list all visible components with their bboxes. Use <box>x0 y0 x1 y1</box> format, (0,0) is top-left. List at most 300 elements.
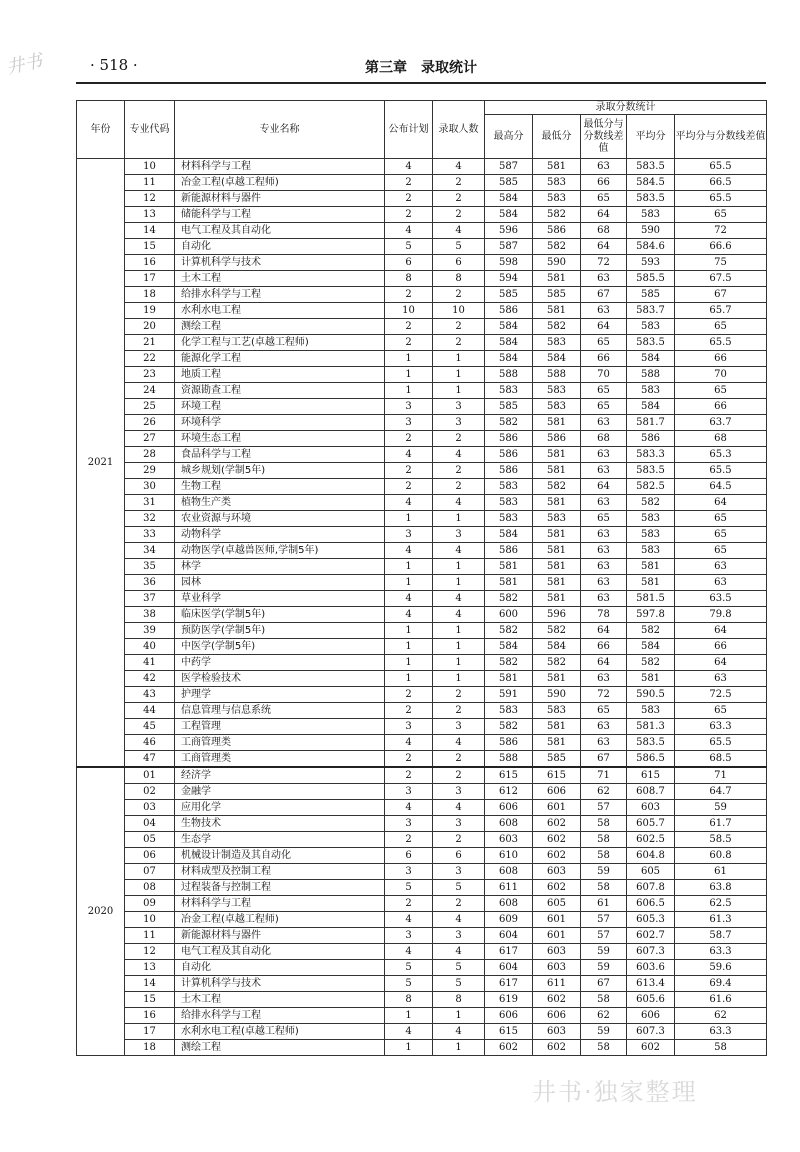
max-cell: 584 <box>485 639 533 655</box>
code-cell: 37 <box>125 591 175 607</box>
avg-cell: 584.5 <box>627 175 675 191</box>
name-cell: 测绘工程 <box>175 1040 385 1056</box>
min-diff-cell: 68 <box>581 223 627 239</box>
min-cell: 615 <box>533 767 581 784</box>
min-diff-cell: 65 <box>581 191 627 207</box>
admitted-cell: 2 <box>433 463 485 479</box>
avg-cell: 588 <box>627 367 675 383</box>
code-cell: 12 <box>125 191 175 207</box>
max-cell: 582 <box>485 719 533 735</box>
name-cell: 自动化 <box>175 239 385 255</box>
name-cell: 动物医学(卓越兽医师,学制5年) <box>175 543 385 559</box>
admitted-cell: 1 <box>433 559 485 575</box>
min-diff-cell: 63 <box>581 271 627 287</box>
admitted-cell: 4 <box>433 223 485 239</box>
admitted-cell: 5 <box>433 976 485 992</box>
min-cell: 605 <box>533 896 581 912</box>
code-cell: 40 <box>125 639 175 655</box>
max-cell: 583 <box>485 495 533 511</box>
min-diff-cell: 78 <box>581 607 627 623</box>
plan-cell: 1 <box>385 351 433 367</box>
plan-cell: 1 <box>385 511 433 527</box>
plan-cell: 1 <box>385 383 433 399</box>
min-cell: 581 <box>533 463 581 479</box>
avg-cell: 604.8 <box>627 848 675 864</box>
avg-diff-cell: 64 <box>675 623 767 639</box>
name-cell: 金融学 <box>175 784 385 800</box>
avg-cell: 583.5 <box>627 463 675 479</box>
avg-diff-cell: 65.5 <box>675 463 767 479</box>
name-cell: 信息管理与信息系统 <box>175 703 385 719</box>
table-row <box>77 415 767 431</box>
avg-diff-cell: 59 <box>675 800 767 816</box>
name-cell: 草业科学 <box>175 591 385 607</box>
avg-diff-cell: 64 <box>675 655 767 671</box>
table-row <box>77 527 767 543</box>
avg-cell: 583.5 <box>627 335 675 351</box>
code-cell: 14 <box>125 976 175 992</box>
admitted-cell: 3 <box>433 527 485 543</box>
avg-cell: 584.6 <box>627 239 675 255</box>
table-row <box>77 431 767 447</box>
avg-cell: 603.6 <box>627 960 675 976</box>
min-diff-cell: 72 <box>581 687 627 703</box>
plan-cell: 2 <box>385 287 433 303</box>
table-row <box>77 623 767 639</box>
table-row <box>77 335 767 351</box>
max-cell: 587 <box>485 159 533 175</box>
min-diff-cell: 64 <box>581 207 627 223</box>
admitted-cell: 5 <box>433 239 485 255</box>
admitted-cell: 2 <box>433 687 485 703</box>
avg-diff-cell: 65.7 <box>675 303 767 319</box>
table-row <box>77 511 767 527</box>
table-row <box>77 223 767 239</box>
admitted-cell: 2 <box>433 207 485 223</box>
year-cell: 2021 <box>77 159 125 768</box>
table-row <box>77 319 767 335</box>
admitted-cell: 8 <box>433 992 485 1008</box>
min-diff-cell: 72 <box>581 255 627 271</box>
max-cell: 586 <box>485 431 533 447</box>
avg-diff-cell: 65.5 <box>675 159 767 175</box>
admitted-cell: 5 <box>433 960 485 976</box>
avg-cell: 582 <box>627 655 675 671</box>
min-cell: 602 <box>533 1040 581 1056</box>
max-cell: 604 <box>485 960 533 976</box>
avg-diff-cell: 63.8 <box>675 880 767 896</box>
min-cell: 581 <box>533 495 581 511</box>
plan-cell: 5 <box>385 960 433 976</box>
table-row <box>77 784 767 800</box>
table-row <box>77 896 767 912</box>
header-year: 年份 <box>77 101 125 159</box>
min-diff-cell: 63 <box>581 527 627 543</box>
max-cell: 596 <box>485 223 533 239</box>
admitted-cell: 2 <box>433 479 485 495</box>
code-cell: 10 <box>125 159 175 175</box>
code-cell: 18 <box>125 1040 175 1056</box>
min-cell: 581 <box>533 575 581 591</box>
max-cell: 591 <box>485 687 533 703</box>
avg-diff-cell: 68.5 <box>675 751 767 768</box>
code-cell: 10 <box>125 912 175 928</box>
avg-diff-cell: 72.5 <box>675 687 767 703</box>
plan-cell: 4 <box>385 495 433 511</box>
min-cell: 581 <box>533 303 581 319</box>
name-cell: 新能源材料与器件 <box>175 191 385 207</box>
admitted-cell: 1 <box>433 367 485 383</box>
plan-cell: 3 <box>385 864 433 880</box>
admitted-cell: 1 <box>433 383 485 399</box>
min-diff-cell: 67 <box>581 976 627 992</box>
avg-diff-cell: 61.3 <box>675 912 767 928</box>
name-cell: 计算机科学与技术 <box>175 976 385 992</box>
plan-cell: 2 <box>385 319 433 335</box>
min-diff-cell: 59 <box>581 864 627 880</box>
plan-cell: 10 <box>385 303 433 319</box>
code-cell: 05 <box>125 832 175 848</box>
code-cell: 04 <box>125 816 175 832</box>
plan-cell: 2 <box>385 703 433 719</box>
name-cell: 工商管理类 <box>175 735 385 751</box>
min-diff-cell: 71 <box>581 767 627 784</box>
min-cell: 582 <box>533 239 581 255</box>
plan-cell: 5 <box>385 976 433 992</box>
name-cell: 城乡规划(学制5年) <box>175 463 385 479</box>
code-cell: 17 <box>125 1024 175 1040</box>
avg-cell: 583 <box>627 703 675 719</box>
max-cell: 585 <box>485 287 533 303</box>
avg-cell: 586.5 <box>627 751 675 768</box>
name-cell: 经济学 <box>175 767 385 784</box>
name-cell: 中药学 <box>175 655 385 671</box>
admitted-cell: 1 <box>433 671 485 687</box>
min-diff-cell: 67 <box>581 287 627 303</box>
plan-cell: 8 <box>385 992 433 1008</box>
avg-cell: 606.5 <box>627 896 675 912</box>
name-cell: 林学 <box>175 559 385 575</box>
plan-cell: 1 <box>385 671 433 687</box>
min-cell: 581 <box>533 591 581 607</box>
plan-cell: 3 <box>385 719 433 735</box>
admitted-cell: 6 <box>433 848 485 864</box>
code-cell: 35 <box>125 559 175 575</box>
min-cell: 601 <box>533 928 581 944</box>
min-cell: 583 <box>533 191 581 207</box>
table-row <box>77 735 767 751</box>
table-row <box>77 287 767 303</box>
code-cell: 32 <box>125 511 175 527</box>
max-cell: 606 <box>485 800 533 816</box>
avg-cell: 584 <box>627 639 675 655</box>
table-row <box>77 703 767 719</box>
plan-cell: 2 <box>385 767 433 784</box>
max-cell: 606 <box>485 1008 533 1024</box>
avg-cell: 583 <box>627 207 675 223</box>
table-row <box>77 207 767 223</box>
plan-cell: 2 <box>385 463 433 479</box>
avg-cell: 583 <box>627 511 675 527</box>
avg-diff-cell: 66.5 <box>675 175 767 191</box>
min-diff-cell: 58 <box>581 816 627 832</box>
plan-cell: 4 <box>385 1024 433 1040</box>
max-cell: 588 <box>485 751 533 768</box>
avg-diff-cell: 66 <box>675 351 767 367</box>
plan-cell: 4 <box>385 591 433 607</box>
max-cell: 611 <box>485 880 533 896</box>
code-cell: 18 <box>125 287 175 303</box>
avg-diff-cell: 62.5 <box>675 896 767 912</box>
avg-cell: 607.3 <box>627 1024 675 1040</box>
table-row <box>77 639 767 655</box>
name-cell: 食品科学与工程 <box>175 447 385 463</box>
plan-cell: 2 <box>385 207 433 223</box>
page-header <box>76 54 766 80</box>
max-cell: 584 <box>485 351 533 367</box>
name-cell: 生态学 <box>175 832 385 848</box>
avg-cell: 583 <box>627 543 675 559</box>
min-cell: 583 <box>533 399 581 415</box>
table-row <box>77 239 767 255</box>
min-cell: 602 <box>533 816 581 832</box>
max-cell: 583 <box>485 383 533 399</box>
min-cell: 603 <box>533 944 581 960</box>
code-cell: 16 <box>125 1008 175 1024</box>
code-cell: 33 <box>125 527 175 543</box>
table-row <box>77 944 767 960</box>
min-diff-cell: 64 <box>581 319 627 335</box>
table-row <box>77 751 767 768</box>
code-cell: 15 <box>125 239 175 255</box>
code-cell: 02 <box>125 784 175 800</box>
name-cell: 地质工程 <box>175 367 385 383</box>
min-diff-cell: 63 <box>581 495 627 511</box>
min-cell: 583 <box>533 383 581 399</box>
name-cell: 电气工程及其自动化 <box>175 223 385 239</box>
avg-diff-cell: 66.6 <box>675 239 767 255</box>
avg-diff-cell: 61 <box>675 864 767 880</box>
avg-diff-cell: 69.4 <box>675 976 767 992</box>
admitted-cell: 2 <box>433 287 485 303</box>
plan-cell: 4 <box>385 543 433 559</box>
avg-cell: 608.7 <box>627 784 675 800</box>
admitted-cell: 3 <box>433 415 485 431</box>
min-diff-cell: 63 <box>581 415 627 431</box>
min-diff-cell: 64 <box>581 479 627 495</box>
max-cell: 598 <box>485 255 533 271</box>
name-cell: 工商管理类 <box>175 751 385 768</box>
table-row <box>77 255 767 271</box>
avg-cell: 602.7 <box>627 928 675 944</box>
name-cell: 动物科学 <box>175 527 385 543</box>
code-cell: 44 <box>125 703 175 719</box>
avg-cell: 583 <box>627 383 675 399</box>
table-row <box>77 848 767 864</box>
name-cell: 化学工程与工艺(卓越工程师) <box>175 335 385 351</box>
plan-cell: 4 <box>385 447 433 463</box>
min-cell: 586 <box>533 431 581 447</box>
code-cell: 07 <box>125 864 175 880</box>
min-cell: 596 <box>533 607 581 623</box>
max-cell: 600 <box>485 607 533 623</box>
avg-cell: 581 <box>627 559 675 575</box>
avg-diff-cell: 61.6 <box>675 992 767 1008</box>
code-cell: 14 <box>125 223 175 239</box>
year-cell: 2020 <box>77 767 125 1056</box>
max-cell: 582 <box>485 655 533 671</box>
table-row <box>77 399 767 415</box>
max-cell: 581 <box>485 671 533 687</box>
table-row <box>77 575 767 591</box>
min-diff-cell: 63 <box>581 735 627 751</box>
max-cell: 581 <box>485 559 533 575</box>
min-diff-cell: 57 <box>581 800 627 816</box>
name-cell: 资源勘查工程 <box>175 383 385 399</box>
min-diff-cell: 58 <box>581 832 627 848</box>
page-number: · 518 · <box>90 56 138 74</box>
max-cell: 582 <box>485 415 533 431</box>
name-cell: 土木工程 <box>175 271 385 287</box>
min-cell: 585 <box>533 751 581 768</box>
admitted-cell: 3 <box>433 816 485 832</box>
table-row <box>77 463 767 479</box>
code-cell: 09 <box>125 896 175 912</box>
avg-cell: 607.3 <box>627 944 675 960</box>
min-cell: 588 <box>533 367 581 383</box>
table-row <box>77 816 767 832</box>
max-cell: 586 <box>485 463 533 479</box>
max-cell: 582 <box>485 591 533 607</box>
min-cell: 601 <box>533 800 581 816</box>
max-cell: 584 <box>485 319 533 335</box>
min-diff-cell: 63 <box>581 447 627 463</box>
name-cell: 冶金工程(卓越工程师) <box>175 912 385 928</box>
avg-diff-cell: 58 <box>675 1040 767 1056</box>
admitted-cell: 4 <box>433 944 485 960</box>
admitted-cell: 1 <box>433 511 485 527</box>
name-cell: 冶金工程(卓越工程师) <box>175 175 385 191</box>
admitted-cell: 1 <box>433 351 485 367</box>
name-cell: 电气工程及其自动化 <box>175 944 385 960</box>
code-cell: 28 <box>125 447 175 463</box>
min-cell: 611 <box>533 976 581 992</box>
publisher-logo: 井书 <box>4 50 45 79</box>
admitted-cell: 2 <box>433 751 485 768</box>
table-row <box>77 191 767 207</box>
avg-diff-cell: 63.3 <box>675 719 767 735</box>
name-cell: 中医学(学制5年) <box>175 639 385 655</box>
avg-diff-cell: 59.6 <box>675 960 767 976</box>
avg-cell: 581 <box>627 671 675 687</box>
code-cell: 24 <box>125 383 175 399</box>
avg-cell: 605.3 <box>627 912 675 928</box>
min-cell: 601 <box>533 912 581 928</box>
table-row <box>77 495 767 511</box>
max-cell: 583 <box>485 703 533 719</box>
min-cell: 581 <box>533 735 581 751</box>
plan-cell: 6 <box>385 848 433 864</box>
admitted-cell: 2 <box>433 896 485 912</box>
admitted-cell: 6 <box>433 255 485 271</box>
plan-cell: 3 <box>385 399 433 415</box>
avg-cell: 585 <box>627 287 675 303</box>
code-cell: 01 <box>125 767 175 784</box>
header-name: 专业名称 <box>175 101 385 159</box>
name-cell: 土木工程 <box>175 992 385 1008</box>
code-cell: 26 <box>125 415 175 431</box>
min-diff-cell: 63 <box>581 559 627 575</box>
admitted-cell: 4 <box>433 1024 485 1040</box>
max-cell: 603 <box>485 832 533 848</box>
table-row <box>77 591 767 607</box>
code-cell: 06 <box>125 848 175 864</box>
name-cell: 临床医学(学制5年) <box>175 607 385 623</box>
max-cell: 610 <box>485 848 533 864</box>
name-cell: 预防医学(学制5年) <box>175 623 385 639</box>
table-row <box>77 976 767 992</box>
avg-cell: 613.4 <box>627 976 675 992</box>
min-cell: 581 <box>533 543 581 559</box>
avg-cell: 615 <box>627 767 675 784</box>
code-cell: 47 <box>125 751 175 768</box>
max-cell: 586 <box>485 735 533 751</box>
name-cell: 自动化 <box>175 960 385 976</box>
max-cell: 615 <box>485 767 533 784</box>
code-cell: 38 <box>125 607 175 623</box>
admitted-cell: 1 <box>433 575 485 591</box>
min-diff-cell: 65 <box>581 335 627 351</box>
max-cell: 608 <box>485 896 533 912</box>
table-row <box>77 351 767 367</box>
avg-cell: 605.7 <box>627 816 675 832</box>
plan-cell: 4 <box>385 607 433 623</box>
max-cell: 586 <box>485 543 533 559</box>
plan-cell: 1 <box>385 367 433 383</box>
avg-diff-cell: 65 <box>675 543 767 559</box>
avg-diff-cell: 63 <box>675 671 767 687</box>
avg-diff-cell: 72 <box>675 223 767 239</box>
code-cell: 11 <box>125 175 175 191</box>
code-cell: 45 <box>125 719 175 735</box>
plan-cell: 4 <box>385 944 433 960</box>
code-cell: 13 <box>125 207 175 223</box>
min-cell: 583 <box>533 511 581 527</box>
name-cell: 过程装备与控制工程 <box>175 880 385 896</box>
max-cell: 594 <box>485 271 533 287</box>
min-diff-cell: 62 <box>581 1008 627 1024</box>
min-diff-cell: 58 <box>581 848 627 864</box>
avg-cell: 581.3 <box>627 719 675 735</box>
code-cell: 08 <box>125 880 175 896</box>
avg-diff-cell: 60.8 <box>675 848 767 864</box>
min-cell: 584 <box>533 639 581 655</box>
plan-cell: 2 <box>385 832 433 848</box>
admitted-cell: 3 <box>433 864 485 880</box>
avg-diff-cell: 65.5 <box>675 191 767 207</box>
min-diff-cell: 59 <box>581 944 627 960</box>
name-cell: 环境生态工程 <box>175 431 385 447</box>
min-diff-cell: 70 <box>581 367 627 383</box>
plan-cell: 2 <box>385 175 433 191</box>
max-cell: 612 <box>485 784 533 800</box>
header-plan: 公布计划 <box>385 101 433 159</box>
avg-diff-cell: 63 <box>675 575 767 591</box>
plan-cell: 3 <box>385 415 433 431</box>
max-cell: 583 <box>485 511 533 527</box>
min-cell: 581 <box>533 559 581 575</box>
max-cell: 584 <box>485 335 533 351</box>
